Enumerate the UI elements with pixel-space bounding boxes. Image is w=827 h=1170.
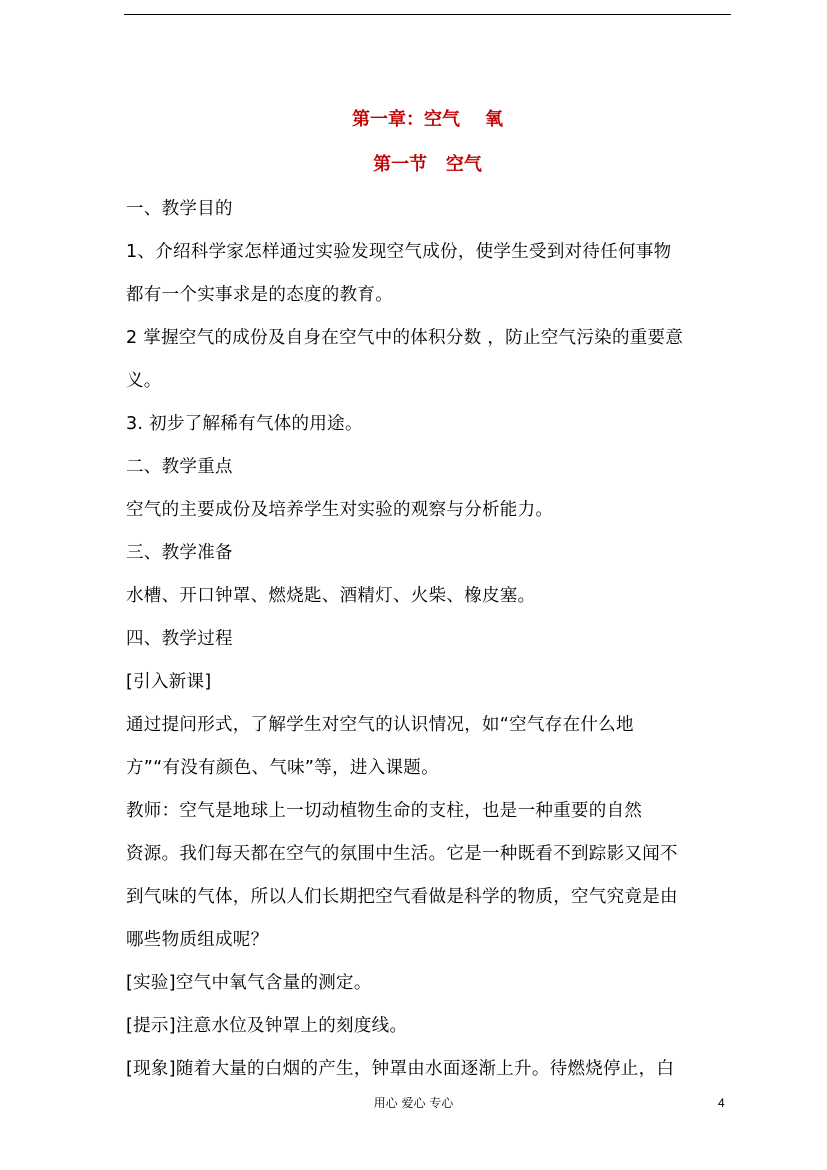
text-line: 四、教学过程 — [126, 629, 233, 649]
text-line: 空气的主要成份及培养学生对实验的观察与分析能力。 — [126, 500, 554, 520]
page-number: 4 — [718, 1096, 725, 1110]
text-line: 教师：空气是地球上一切动植物生命的支柱，也是一种重要的自然 — [126, 801, 643, 821]
text-line: 二、教学重点 — [126, 457, 233, 477]
text-line: 方”“有没有颜色、气味”等，进入课题。 — [126, 758, 439, 778]
text-line: 义。 — [126, 371, 162, 391]
text-line: 通过提问形式，了解学生对空气的认识情况，如“空气存在什么地 — [126, 715, 634, 735]
text-line: 到气味的气体，所以人们长期把空气看做是科学的物质，空气究竟是由 — [126, 887, 678, 907]
text-line: [实验]空气中氧气含量的测定。 — [126, 973, 372, 993]
header-rule — [124, 14, 731, 15]
text-line: 一、教学目的 — [126, 199, 233, 219]
text-line: 水槽、开口钟罩、燃烧匙、酒精灯、火柴、橡皮塞。 — [126, 586, 536, 606]
text-line: 1、介绍科学家怎样通过实验发现空气成份，使学生受到对待任何事物 — [126, 242, 672, 262]
text-line: [提示]注意水位及钟罩上的刻度线。 — [126, 1016, 408, 1036]
section-title: 第一节 空气 — [373, 154, 482, 175]
text-line: [现象]随着大量的白烟的产生，钟罩由水面逐渐上升。待燃烧停止，白 — [126, 1059, 675, 1079]
text-line: 哪些物质组成呢？ — [126, 930, 269, 950]
text-line: 三、教学准备 — [126, 543, 233, 563]
text-line: 资源。我们每天都在空气的氛围中生活。它是一种既看不到踪影又闻不 — [126, 844, 678, 864]
text-line: [引入新课] — [126, 672, 212, 692]
text-line: 2 掌握空气的成份及自身在空气中的体积分数 ，防止空气污染的重要意 — [126, 328, 684, 348]
footer-motto: 用心 爱心 专心 — [373, 1096, 454, 1110]
chapter-title: 第一章：空气 氧 — [351, 109, 504, 130]
text-line: 都有一个实事求是的态度的教育。 — [126, 285, 393, 305]
text-line: 3. 初步了解稀有气体的用途。 — [126, 414, 363, 434]
